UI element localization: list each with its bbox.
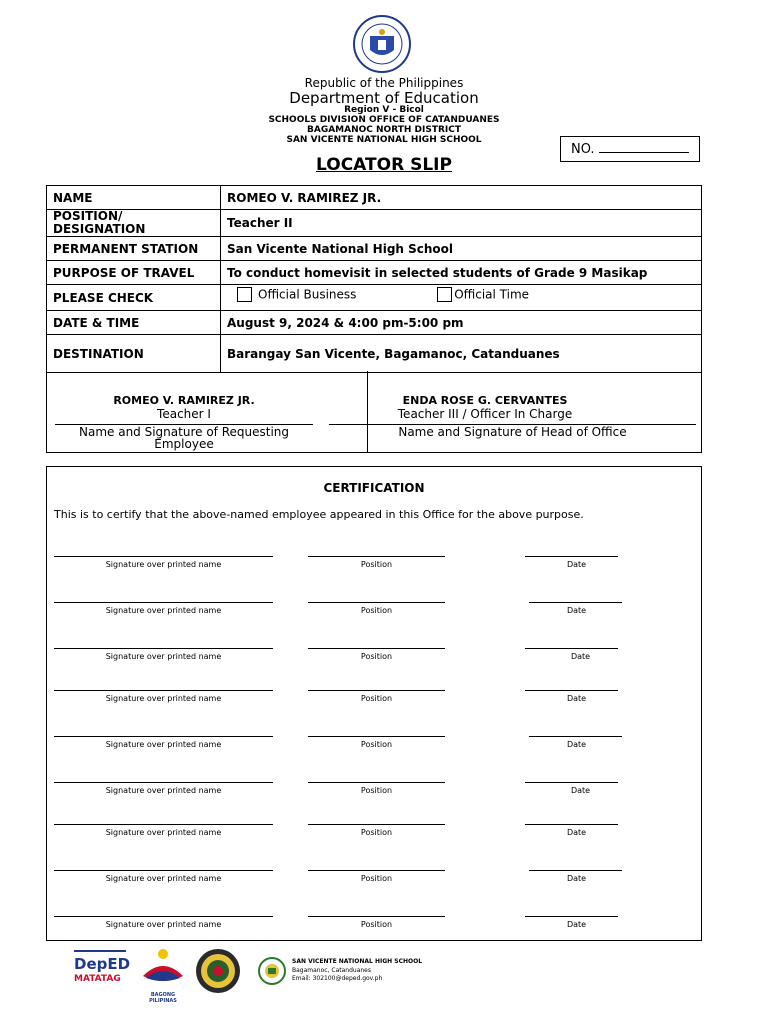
certification-text: This is to certify that the above-named employee appeared in this Office for the above purpose. — [54, 508, 584, 521]
position-line[interactable] — [308, 824, 445, 825]
position-caption: Position — [360, 786, 393, 795]
signature-row — [47, 556, 701, 576]
deped-matatag-logo — [74, 950, 130, 996]
date-line[interactable] — [529, 870, 622, 871]
region-label: Region V - Bicol — [344, 105, 424, 115]
department-label: Department of Education — [289, 89, 479, 107]
certification-title: CERTIFICATION — [323, 481, 425, 495]
position-caption: Position — [360, 874, 393, 883]
official-business-checkbox[interactable] — [237, 287, 252, 302]
date-caption: Date — [566, 560, 587, 569]
date-caption: Date — [570, 652, 591, 661]
signature-line[interactable] — [54, 782, 273, 783]
signature-line[interactable] — [54, 824, 273, 825]
position-line[interactable] — [308, 602, 445, 603]
field-label: DESTINATION — [47, 335, 221, 373]
signature-line[interactable] — [54, 648, 273, 649]
division-seal-logo — [195, 948, 241, 994]
position-line[interactable] — [308, 690, 445, 691]
position-line[interactable] — [308, 648, 445, 649]
signature-caption: Signature over printed name — [105, 874, 222, 883]
signature-line[interactable] — [54, 602, 273, 603]
field-label: DATE & TIME — [47, 311, 221, 335]
date-caption: Date — [566, 920, 587, 929]
signature-line[interactable] — [54, 736, 273, 737]
date-line[interactable] — [525, 916, 618, 917]
date-caption: Date — [570, 786, 591, 795]
employee-position: Teacher I — [157, 407, 211, 421]
signature-row — [47, 602, 701, 622]
head-caption: Name and Signature of Head of Office — [398, 425, 627, 439]
form-row-check — [47, 285, 702, 311]
signature-section — [46, 371, 702, 453]
datetime-value[interactable]: August 9, 2024 & 4:00 pm-5:00 pm — [221, 311, 702, 335]
form-row-destination — [47, 335, 702, 373]
page-title: LOCATOR SLIP — [316, 155, 452, 175]
head-name: ENDA ROSE G. CERVANTES — [402, 394, 568, 407]
name-value[interactable]: ROMEO V. RAMIREZ JR. — [221, 186, 702, 210]
footer-school-name: SAN VICENTE NATIONAL HIGH SCHOOL — [292, 958, 423, 965]
position-caption: Position — [360, 828, 393, 837]
signature-row — [47, 916, 701, 936]
date-caption: Date — [566, 694, 587, 703]
deped-seal-logo — [352, 14, 412, 74]
signature-caption: Signature over printed name — [105, 694, 222, 703]
signature-line[interactable] — [54, 690, 273, 691]
destination-value[interactable]: Barangay San Vicente, Bagamanoc, Catanduanes — [221, 335, 702, 373]
position-line[interactable] — [308, 870, 445, 871]
form-row-position — [47, 210, 702, 237]
deped-wordmark: DepED — [74, 955, 131, 973]
slip-number-blank[interactable] — [599, 140, 689, 153]
signature-row — [47, 736, 701, 756]
official-time-option[interactable] — [437, 287, 529, 302]
position-caption: Position — [360, 606, 393, 615]
signature-line[interactable] — [54, 870, 273, 871]
position-line[interactable] — [308, 782, 445, 783]
field-label: POSITION/ DESIGNATION — [47, 210, 221, 237]
employee-name: ROMEO V. RAMIREZ JR. — [113, 394, 255, 407]
signature-caption: Signature over printed name — [105, 786, 222, 795]
field-label: PERMANENT STATION — [47, 237, 221, 261]
school-label: SAN VICENTE NATIONAL HIGH SCHOOL — [286, 135, 482, 145]
signature-caption: Signature over printed name — [105, 606, 222, 615]
date-caption: Date — [566, 874, 587, 883]
matatag-wordmark: MATATAG — [74, 974, 121, 984]
field-label: PURPOSE OF TRAVEL — [47, 261, 221, 285]
date-line[interactable] — [525, 690, 618, 691]
certification-section — [46, 466, 702, 941]
date-line[interactable] — [529, 736, 622, 737]
date-line[interactable] — [525, 824, 618, 825]
signature-row — [47, 824, 701, 844]
locator-form — [46, 185, 702, 373]
purpose-value[interactable]: To conduct homevisit in selected students of Grade 9 Masikap — [221, 261, 702, 285]
signature-caption: Signature over printed name — [105, 920, 222, 929]
signature-row — [47, 782, 701, 802]
official-business-option[interactable] — [237, 287, 433, 302]
date-caption: Date — [566, 740, 587, 749]
bagong-pilipinas-label: BAGONG PILIPINAS — [149, 992, 177, 1004]
signature-line[interactable] — [54, 556, 273, 557]
form-row-name — [47, 186, 702, 210]
official-time-checkbox[interactable] — [437, 287, 452, 302]
signature-row — [47, 870, 701, 890]
school-seal-logo — [258, 957, 286, 985]
footer-address: Bagamanoc, Catanduanes — [292, 967, 371, 974]
official-business-label: Official Business — [258, 287, 357, 302]
date-line[interactable] — [529, 602, 622, 603]
position-caption: Position — [360, 652, 393, 661]
signature-line[interactable] — [54, 916, 273, 917]
position-caption: Position — [360, 560, 393, 569]
form-row-datetime — [47, 311, 702, 335]
signature-caption: Signature over printed name — [105, 652, 222, 661]
position-caption: Position — [360, 920, 393, 929]
bagong-pilipinas-emblem — [138, 946, 188, 988]
official-time-label: Official Time — [454, 287, 530, 302]
form-row-station — [47, 237, 702, 261]
employee-caption: Name and Signature of Requesting Employee — [79, 425, 289, 451]
division-label: SCHOOLS DIVISION OFFICE OF CATANDUANES — [268, 115, 500, 125]
signature-row — [47, 690, 701, 710]
bagong-pilipinas-logo — [138, 946, 188, 1004]
check-options — [221, 285, 702, 311]
signature-row — [47, 648, 701, 668]
republic-label: Republic of the Philippines — [304, 76, 464, 90]
date-line[interactable] — [525, 556, 618, 557]
position-caption: Position — [360, 694, 393, 703]
district-label: BAGAMANOC NORTH DISTRICT — [307, 125, 461, 135]
signature-caption: Signature over printed name — [105, 828, 222, 837]
date-caption: Date — [566, 828, 587, 837]
station-value[interactable]: San Vicente National High School — [221, 237, 702, 261]
deped-top-rule — [74, 950, 126, 952]
signature-caption: Signature over printed name — [105, 560, 222, 569]
slip-number-box[interactable] — [560, 136, 700, 162]
position-line[interactable] — [308, 916, 445, 917]
position-caption: Position — [360, 740, 393, 749]
footer-email: Email: 302100@deped.gov.ph — [292, 975, 383, 982]
signature-caption: Signature over printed name — [105, 740, 222, 749]
form-row-purpose — [47, 261, 702, 285]
head-position: Teacher III / Officer In Charge — [397, 407, 573, 421]
field-label: NAME — [47, 186, 221, 210]
slip-number-label: NO. — [571, 142, 595, 157]
field-label: PLEASE CHECK — [47, 285, 221, 311]
position-line[interactable] — [308, 736, 445, 737]
date-line[interactable] — [525, 782, 618, 783]
date-line[interactable] — [525, 648, 618, 649]
position-line[interactable] — [308, 556, 445, 557]
date-caption: Date — [566, 606, 587, 615]
position-value[interactable]: Teacher II — [221, 210, 702, 237]
